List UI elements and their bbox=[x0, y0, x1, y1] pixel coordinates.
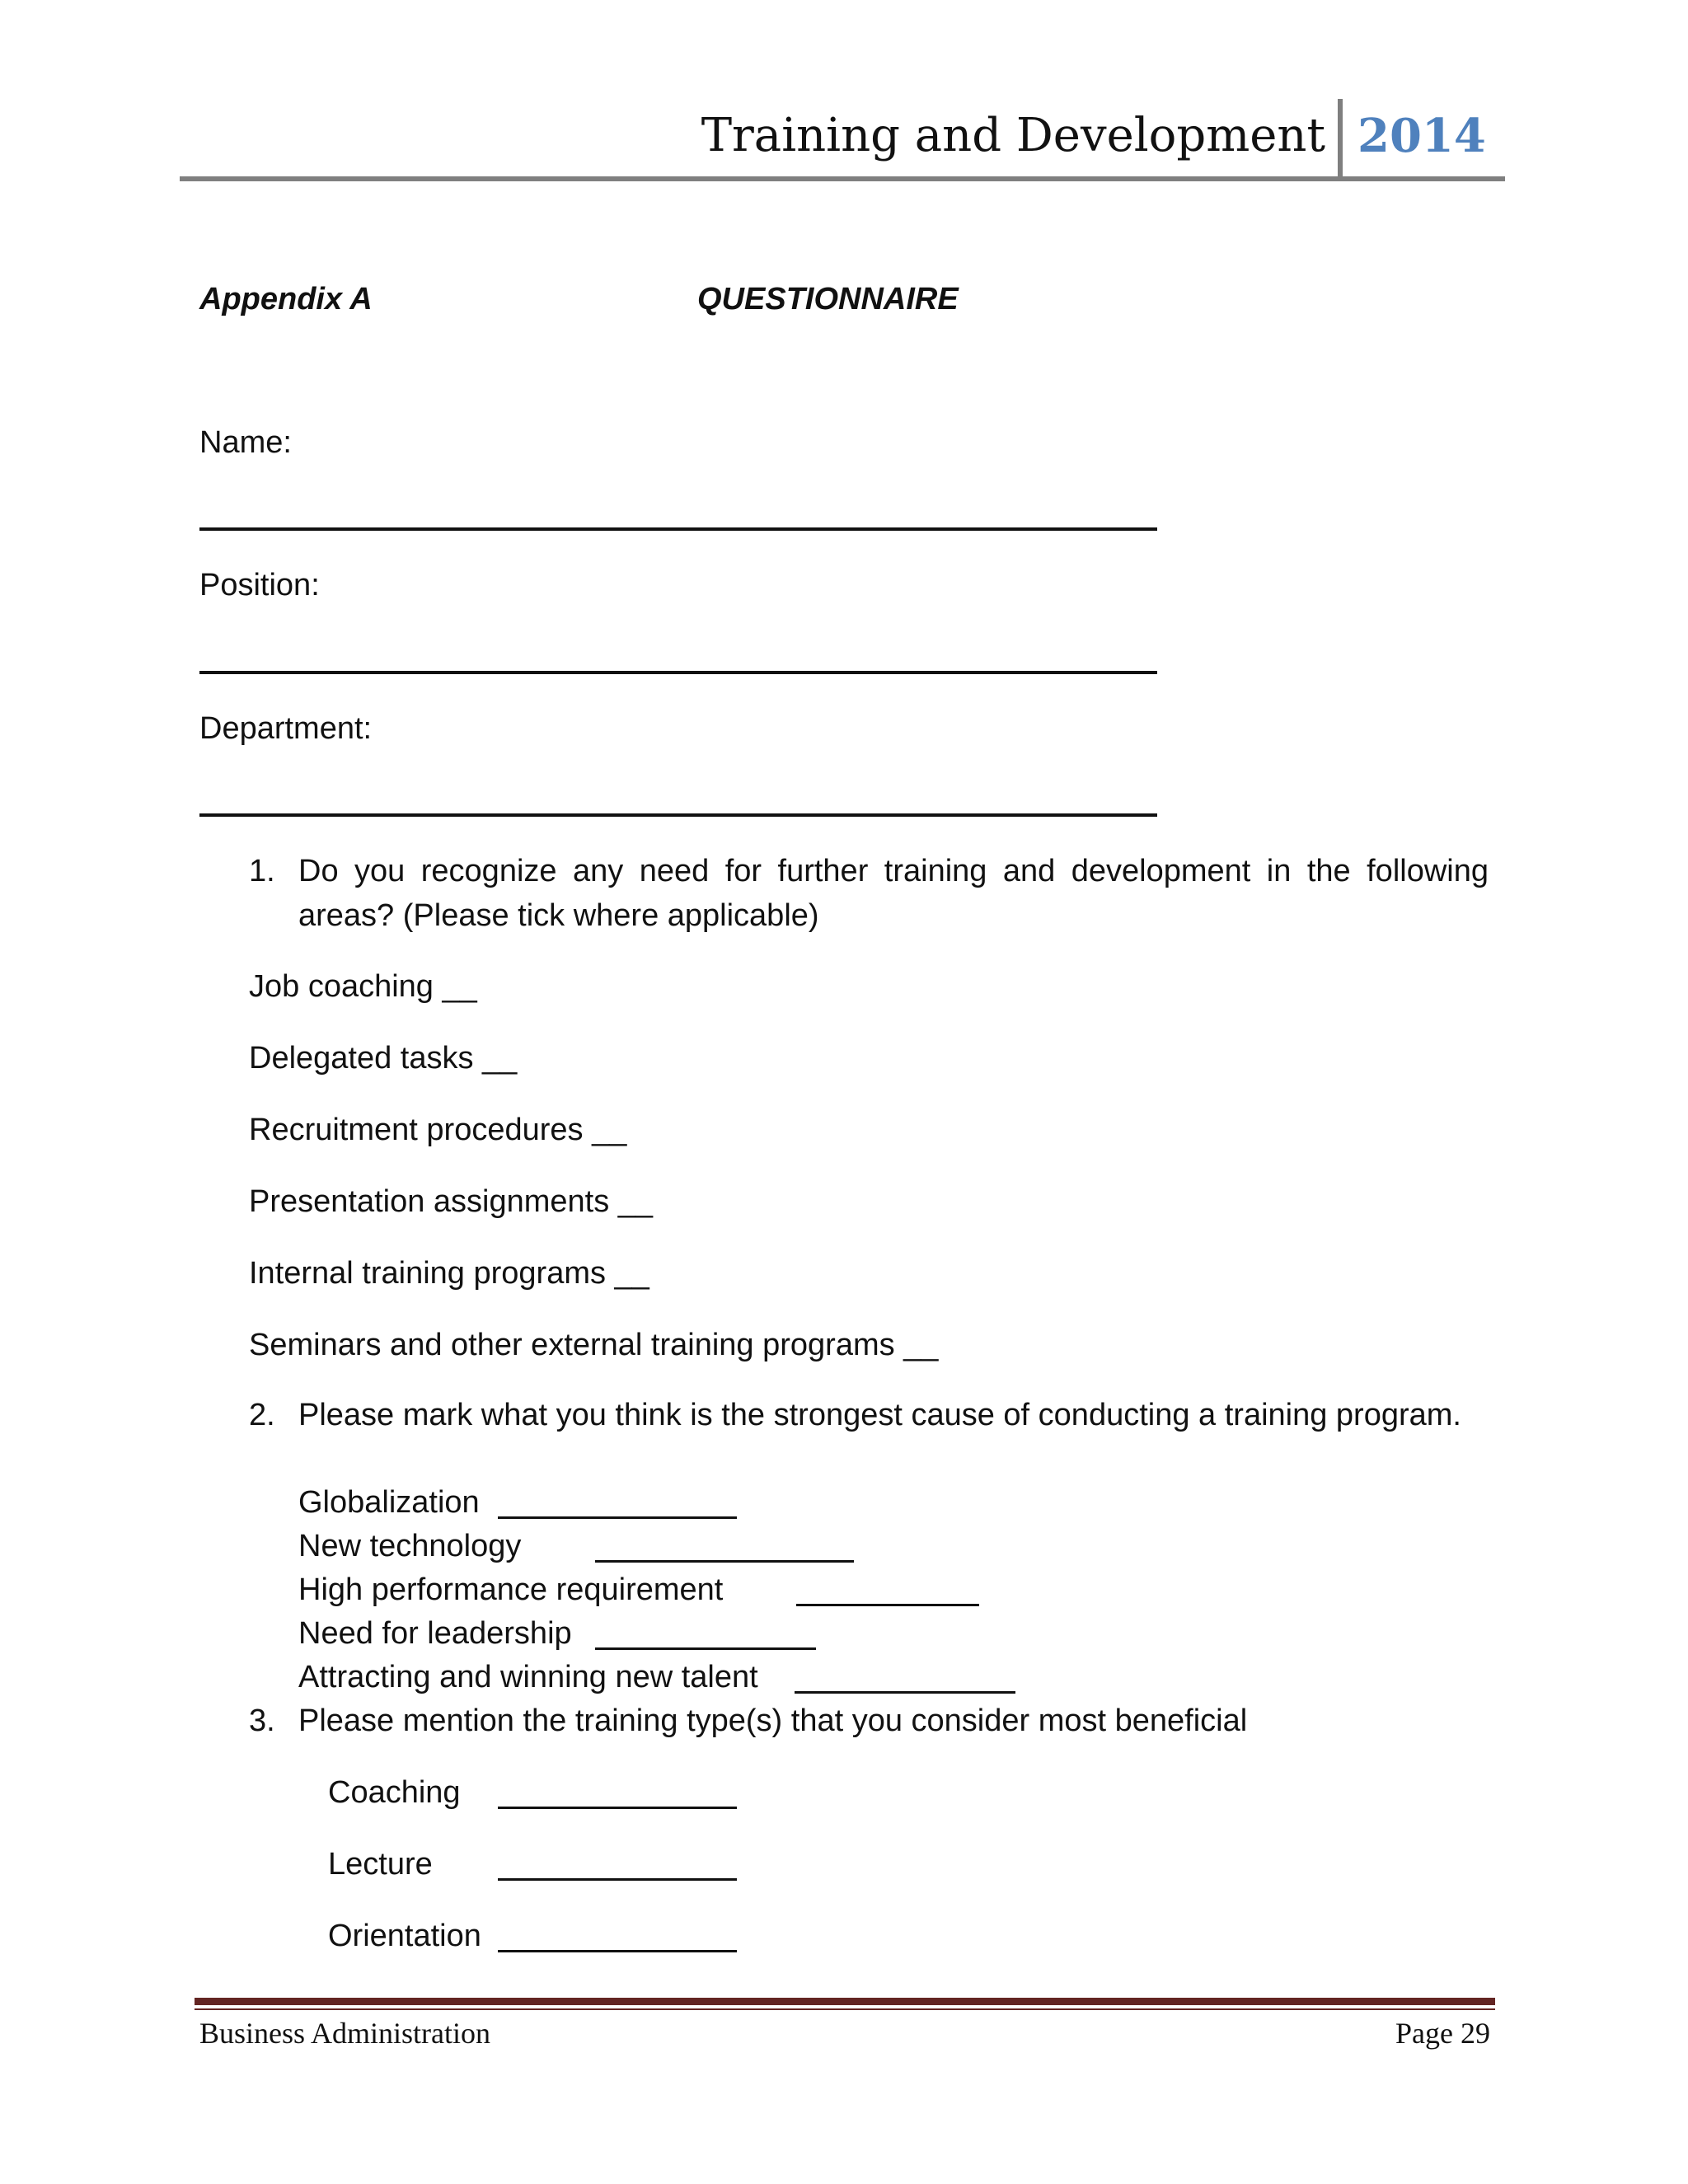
q1-option-job-coaching[interactable]: Job coaching __ bbox=[249, 969, 477, 1004]
q3-option-orientation: Orientation bbox=[328, 1919, 481, 1953]
q2-blank-talent[interactable] bbox=[795, 1691, 1015, 1694]
position-line[interactable] bbox=[199, 671, 1157, 674]
q3-option-coaching: Coaching bbox=[328, 1775, 461, 1810]
q2-option-globalization: Globalization bbox=[298, 1485, 480, 1520]
q2-option-leadership: Need for leadership bbox=[298, 1616, 572, 1651]
footer-rule-thin bbox=[195, 2008, 1495, 2010]
footer-rule-thick bbox=[195, 1998, 1495, 2005]
q2-number: 2. bbox=[249, 1398, 275, 1432]
q3-number: 3. bbox=[249, 1704, 275, 1738]
q3-text: Please mention the training type(s) that you consider most beneficial bbox=[298, 1704, 1248, 1738]
position-label: Position: bbox=[199, 568, 320, 602]
q2-option-high-performance: High performance requirement bbox=[298, 1572, 724, 1607]
q2-blank-high-performance[interactable] bbox=[796, 1604, 979, 1606]
q2-blank-globalization[interactable] bbox=[498, 1516, 737, 1519]
q1-option-delegated-tasks[interactable]: Delegated tasks __ bbox=[249, 1041, 518, 1076]
name-line[interactable] bbox=[199, 527, 1157, 531]
q1-option-seminars[interactable]: Seminars and other external training programs __ bbox=[249, 1328, 939, 1362]
q3-blank-lecture[interactable] bbox=[498, 1878, 737, 1881]
q1-number: 1. bbox=[249, 854, 275, 888]
q1-option-presentation[interactable]: Presentation assignments __ bbox=[249, 1184, 654, 1219]
appendix-label: Appendix A bbox=[199, 282, 373, 316]
q3-option-lecture: Lecture bbox=[328, 1847, 433, 1882]
q3-blank-coaching[interactable] bbox=[498, 1807, 737, 1809]
q2-blank-leadership[interactable] bbox=[595, 1647, 816, 1650]
footer-page-number: Page 29 bbox=[1395, 2017, 1490, 2050]
q2-text: Please mark what you think is the strongest cause of conducting a training program. bbox=[298, 1398, 1461, 1432]
header-rule bbox=[180, 176, 1505, 181]
header-title: Training and Development bbox=[701, 109, 1325, 162]
q1-option-internal-training[interactable]: Internal training programs __ bbox=[249, 1256, 649, 1291]
header-year: 2014 bbox=[1357, 109, 1486, 163]
department-label: Department: bbox=[199, 711, 373, 746]
department-line[interactable] bbox=[199, 813, 1157, 817]
header-divider bbox=[1338, 99, 1343, 181]
q2-blank-new-technology[interactable] bbox=[595, 1560, 854, 1563]
q2-option-new-technology: New technology bbox=[298, 1529, 522, 1563]
q1-text: Do you recognize any need for further training and development in the following areas? (Please tick where applicable) bbox=[298, 854, 1489, 933]
name-label: Name: bbox=[199, 425, 292, 460]
footer-left: Business Administration bbox=[199, 2017, 491, 2050]
q1-option-recruitment[interactable]: Recruitment procedures __ bbox=[249, 1113, 627, 1147]
q3-blank-orientation[interactable] bbox=[498, 1950, 737, 1952]
questionnaire-title: QUESTIONNAIRE bbox=[697, 282, 959, 316]
q2-option-talent: Attracting and winning new talent bbox=[298, 1660, 758, 1694]
